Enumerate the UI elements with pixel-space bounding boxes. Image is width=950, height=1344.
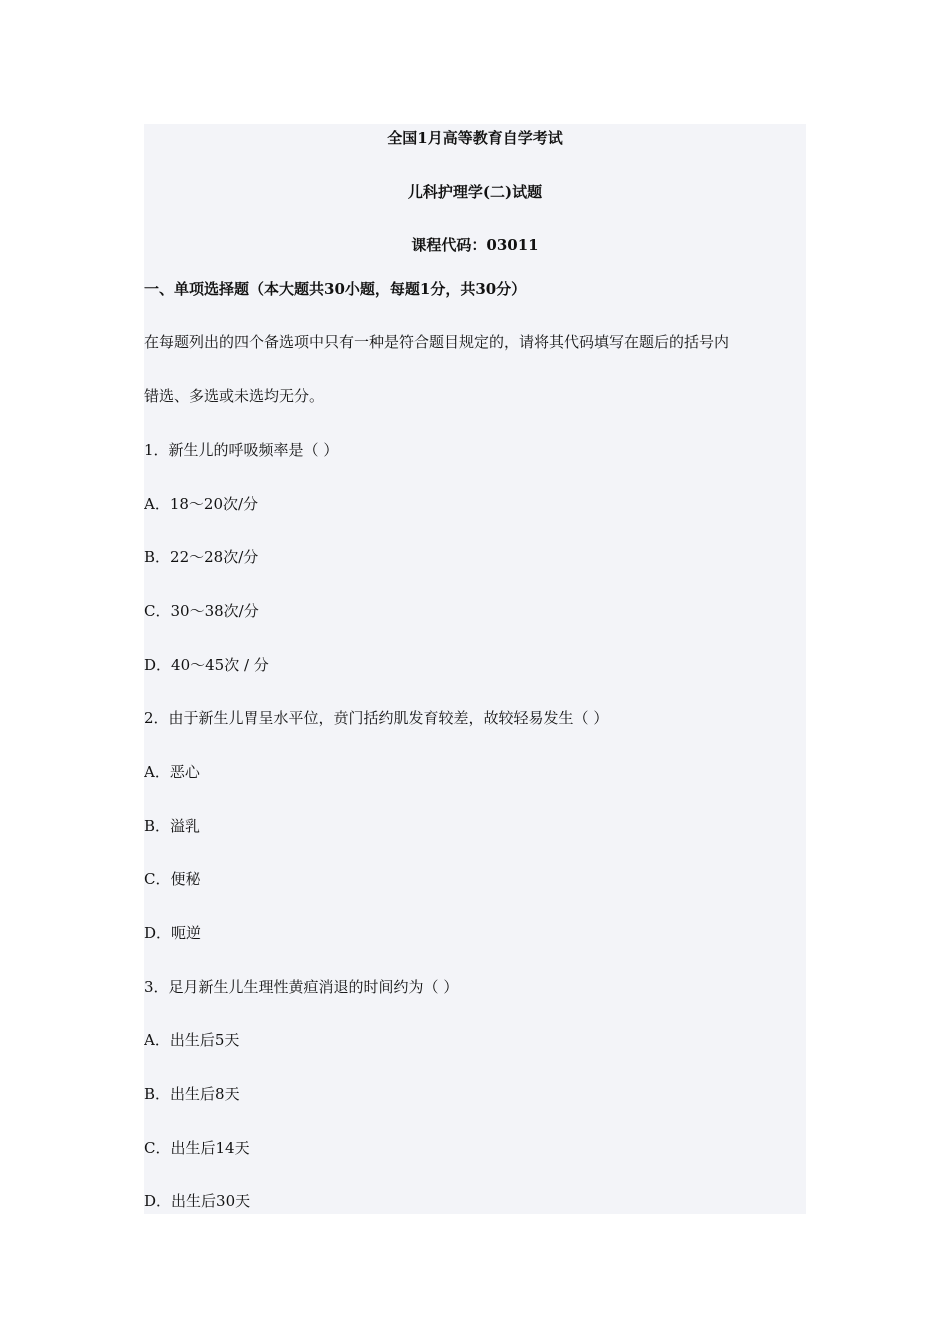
answer-option: C．便秘: [144, 870, 201, 888]
exam-title: 全国1月高等教育自学考试: [387, 129, 563, 147]
instruction-line: 在每题列出的四个备选项中只有一种是符合题目规定的，请将其代码填写在题后的括号内: [144, 333, 730, 351]
answer-option: B．出生后8天: [144, 1085, 240, 1103]
instruction-line: 错选、多选或未选均无分。: [144, 387, 325, 405]
section-heading: 一、单项选择题（本大题共30小题，每题1分，共30分）: [144, 280, 527, 298]
answer-option: A．出生后5天: [144, 1031, 240, 1049]
answer-option: D．呃逆: [144, 924, 202, 942]
answer-option: C．出生后14天: [144, 1139, 250, 1157]
question-stem: 2．由于新生儿胃呈水平位，贲门括约肌发育较差，故较轻易发生（ ）: [144, 709, 609, 727]
answer-option: A．18～20次/分: [144, 495, 259, 513]
question-stem: 1．新生儿的呼吸频率是（ ）: [144, 441, 339, 459]
answer-option: D．出生后30天: [144, 1192, 251, 1210]
course-code: 课程代码：03011: [411, 236, 539, 254]
answer-option: B．溢乳: [144, 817, 201, 835]
answer-option: B．22～28次/分: [144, 548, 259, 566]
answer-option: D．40～45次 / 分: [144, 656, 269, 674]
answer-option: A．恶心: [144, 763, 200, 781]
exam-subtitle: 儿科护理学(二)试题: [407, 183, 543, 201]
answer-option: C．30～38次/分: [144, 602, 259, 620]
question-stem: 3．足月新生儿生理性黄疸消退的时间约为（ ）: [144, 978, 459, 996]
